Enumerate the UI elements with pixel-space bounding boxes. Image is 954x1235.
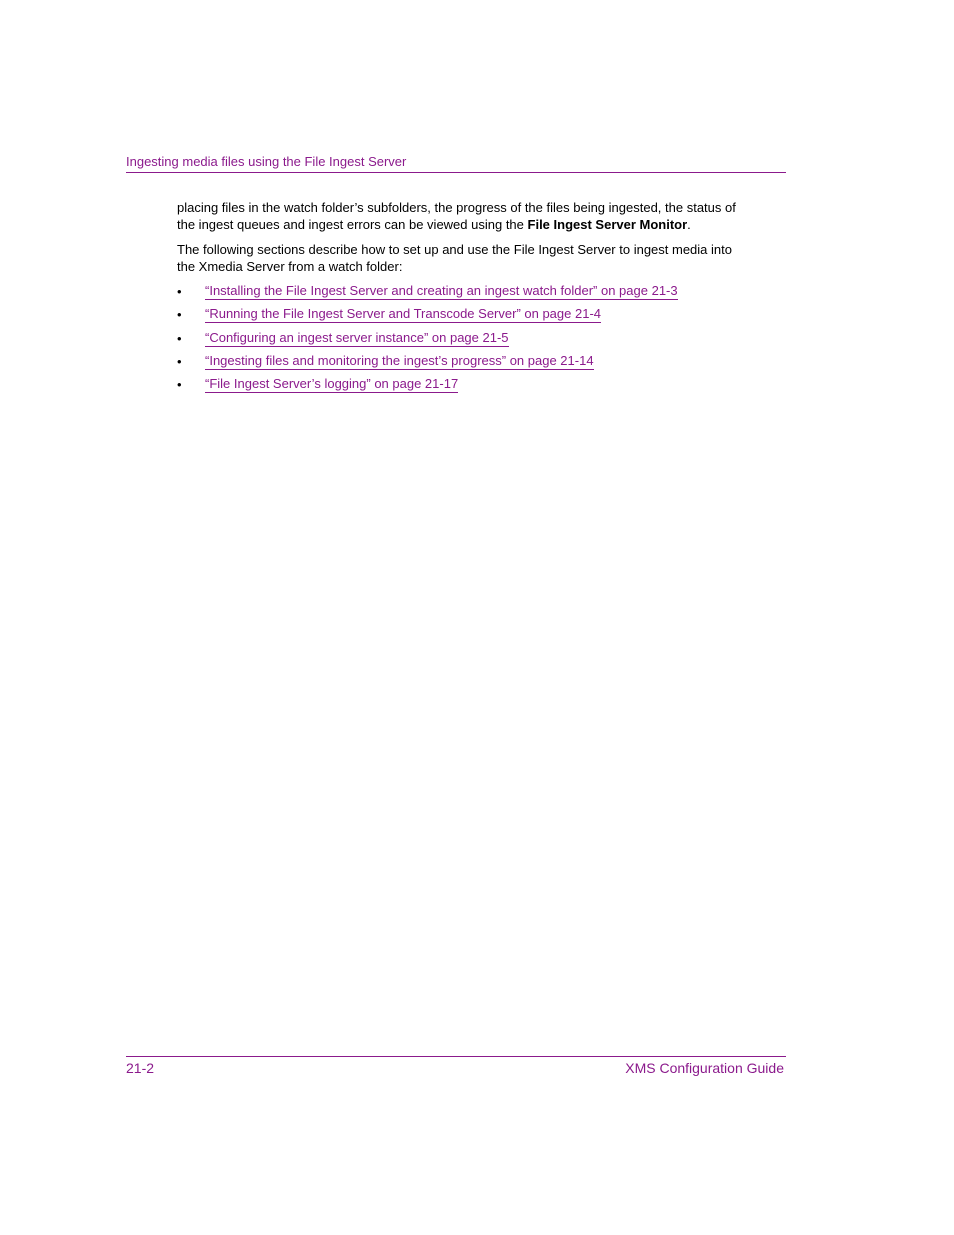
guide-title: XMS Configuration Guide xyxy=(625,1060,784,1076)
link-configuring[interactable]: “Configuring an ingest server instance” on page 21-5 xyxy=(205,329,509,345)
intro-text: placing files in the watch folder’s subfolders, the progress of the files being ingested, the status of the ingest queues and ingest errors can be viewed using the xyxy=(177,200,736,232)
list-item xyxy=(177,306,747,323)
bullet: • xyxy=(177,307,182,323)
bullet: • xyxy=(177,353,182,369)
list-item xyxy=(177,353,747,370)
link-running[interactable]: “Running the File Ingest Server and Transcode Server” on page 21-4 xyxy=(205,306,602,322)
bullet: • xyxy=(177,284,182,299)
intro-paragraph xyxy=(177,199,747,233)
footer-rule xyxy=(126,1056,786,1057)
link-ingesting[interactable]: “Ingesting files and monitoring the ingest’s progress” on page 21-14 xyxy=(205,352,594,368)
link-logging[interactable]: “File Ingest Server’s logging” on page 21-17 xyxy=(205,376,459,392)
link-installing[interactable]: “Installing the File Ingest Server and creating an ingest watch folder” on page 21-3 xyxy=(205,283,678,298)
body-content xyxy=(177,199,747,399)
page-number: 21-2 xyxy=(126,1060,155,1076)
monitor-name: File Ingest Server Monitor xyxy=(527,217,688,232)
running-header: Ingesting media files using the File Ingest Server xyxy=(126,154,407,169)
list-item xyxy=(177,330,747,347)
header-rule xyxy=(126,172,786,173)
list-item xyxy=(177,283,747,300)
bullet: • xyxy=(177,377,182,393)
bullet: • xyxy=(177,330,182,346)
list-item xyxy=(177,376,747,393)
intro-period: . xyxy=(687,217,691,232)
section-link-list xyxy=(177,283,747,393)
sections-paragraph: The following sections describe how to set up and use the File Ingest Server to ingest media into the Xmedia Server from a watch folder: xyxy=(177,242,732,274)
